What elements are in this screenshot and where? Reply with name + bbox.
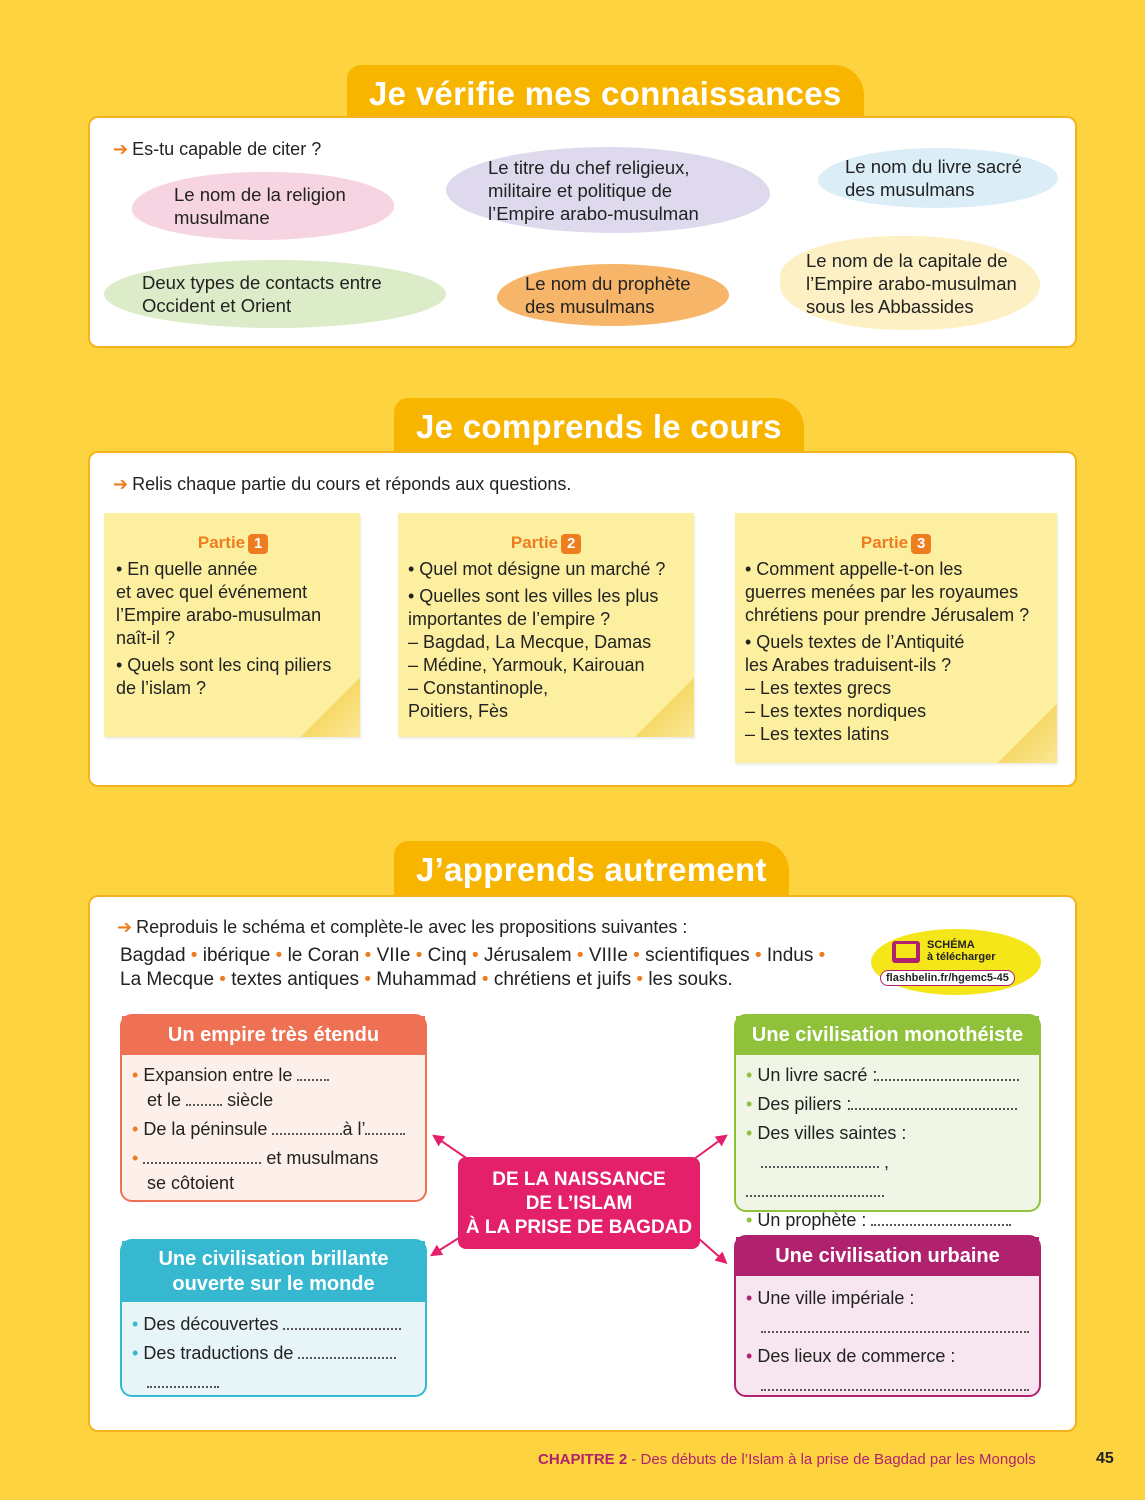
blob-livre: Le nom du livre sacré des musulmans	[818, 148, 1058, 208]
box-brillante-title: Une civilisation brillante ouverte sur le monde	[122, 1241, 425, 1302]
box-mono: Une civilisation monothéiste • Un livre sacré : • Des piliers : • Des villes saintes : , • Un prophète :	[734, 1014, 1041, 1212]
box-mono-title: Une civilisation monothéiste	[736, 1016, 1039, 1055]
badge-title: SCHÉMA	[927, 939, 975, 951]
sticky-note-partie-3: Partie 3 • Comment appelle-t-on les guerres menées par les royaumes chrétiens pour prendre Jérusalem ? • Quels textes de l’Antiquité les Arabes traduisent-ils ? – Les textes grecs – Les textes nordiques – Les textes latins	[735, 513, 1057, 763]
sticky-note-partie-2: Partie 2 • Quel mot désigne un marché ? • Quelles sont les villes les plus importantes de l’empire ? – Bagdad, La Mecque, Damas – Médine, Yarmouk, Kairouan – Constantinople, Poitiers, Fès	[398, 513, 694, 737]
section-title-verifie: Je vérifie mes connaissances	[347, 65, 864, 119]
word-list-line-2: La Mecque • textes antiques • Muhammad • chrétiens et juifs • les souks.	[120, 969, 733, 990]
word-list-line-1: Bagdad • ibérique • le Coran • VIIe • Cinq • Jérusalem • VIIIe • scientifiques • Indus •	[120, 945, 826, 966]
box-brillante: Une civilisation brillante ouverte sur le monde • Des découvertes • Des traductions de	[120, 1239, 427, 1397]
arrow-urbaine	[698, 1238, 723, 1260]
instruction-verifie: ➔ Es-tu capable de citer ?	[113, 139, 322, 159]
badge-subtitle: à télécharger	[927, 951, 996, 963]
box-urbaine-title: Une civilisation urbaine	[736, 1237, 1039, 1276]
page-number: 45	[1096, 1450, 1114, 1467]
arrow-icon: ➔	[113, 139, 129, 159]
note-header: Partie 3	[745, 531, 1047, 554]
badge-url[interactable]: flashbelin.fr/hgemc5-45	[880, 970, 1015, 986]
instruction-apprends: ➔ Reproduis le schéma et complète-le avec les propositions suivantes :	[117, 917, 688, 937]
box-urbaine: Une civilisation urbaine • Une ville impériale : • Des lieux de commerce :	[734, 1235, 1041, 1397]
box-empire: Un empire très étendu • Expansion entre le et le siècle • De la péninsule à l’ • et musulmans se côtoient	[120, 1014, 427, 1202]
arrow-icon: ➔	[113, 474, 129, 494]
sticky-note-partie-1: Partie 1 • En quelle année et avec quel événement l’Empire arabo-musulman naît-il ? • Quels sont les cinq piliers de l’islam ?	[104, 513, 360, 737]
box-empire-title: Un empire très étendu	[122, 1016, 425, 1055]
note-header: Partie 2	[408, 531, 684, 554]
blob-religion: Le nom de la religion musulmane	[132, 172, 394, 240]
footer-chapter: CHAPITRE 2 - Des débuts de l’Islam à la prise de Bagdad par les Mongols	[538, 1451, 1036, 1468]
arrow-icon: ➔	[117, 917, 133, 937]
section-title-apprends: J’apprends autrement	[394, 841, 789, 895]
blob-prophete: Le nom du prophète des musulmans	[497, 264, 729, 326]
note-header: Partie 1	[116, 531, 350, 554]
center-box: DE LA NAISSANCE DE L’ISLAM À LA PRISE DE BAGDAD	[458, 1157, 700, 1249]
instruction-comprends: ➔ Relis chaque partie du cours et réponds aux questions.	[113, 474, 572, 494]
blob-capitale: Le nom de la capitale de l’Empire arabo-musulman sous les Abbassides	[780, 236, 1040, 330]
blob-chef: Le titre du chef religieux, militaire et politique de l’Empire arabo-musulman	[446, 147, 770, 233]
blob-contacts: Deux types de contacts entre Occident et Orient	[104, 260, 446, 328]
section-title-comprends: Je comprends le cours	[394, 398, 804, 452]
